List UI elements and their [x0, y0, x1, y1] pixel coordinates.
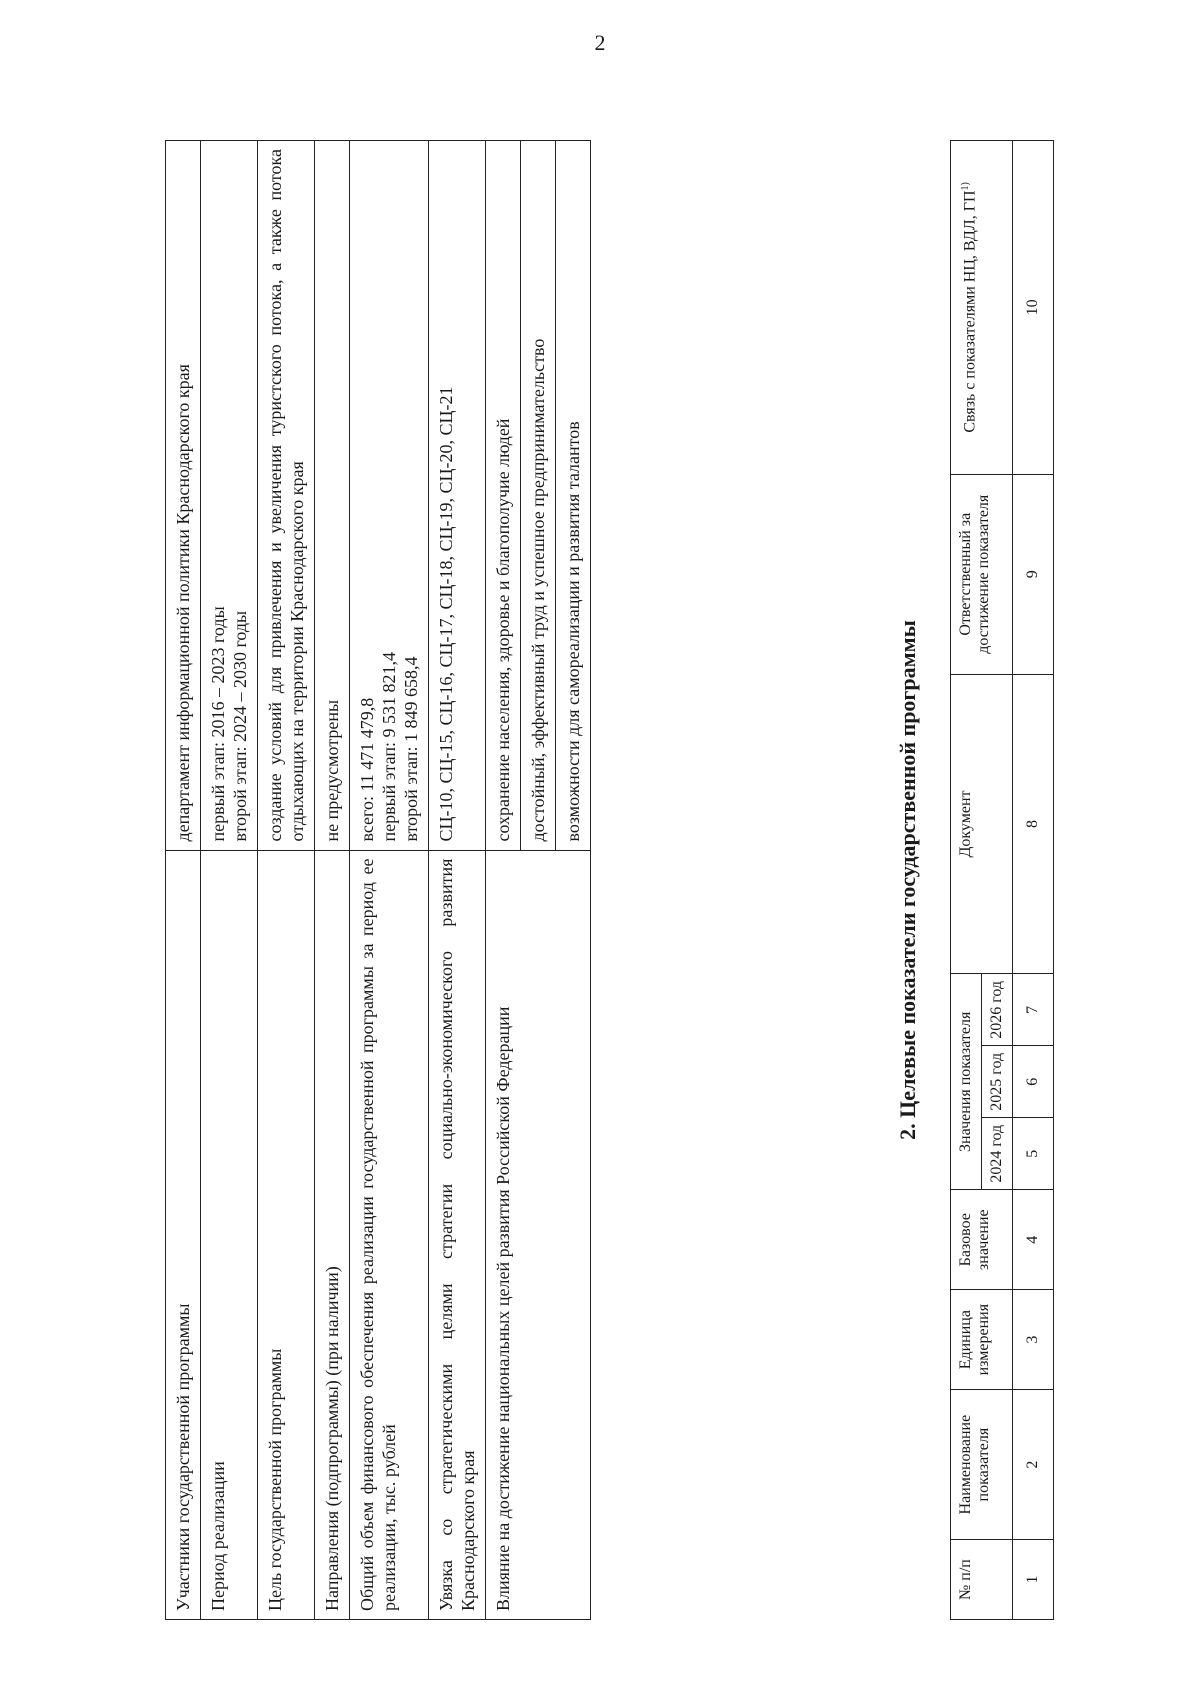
table-row [315, 141, 350, 1620]
header-document: Документ [951, 674, 1013, 974]
indicators-table [950, 140, 1054, 1620]
passport-label: Период реализации [201, 850, 258, 1619]
header-base: Базовое значение [951, 1190, 1013, 1290]
column-number: 9 [1013, 474, 1054, 674]
section-title: 2. Целевые показатели государственной программы [895, 620, 920, 1140]
header-values-group: Значения показателя [951, 974, 982, 1190]
passport-table [165, 140, 591, 1620]
header-row [951, 141, 982, 1620]
period-line: второй этап: 2024 – 2030 годы [230, 610, 250, 842]
finance-line: первый этап: 9 531 821,4 [379, 652, 399, 842]
column-number: 1 [1013, 1540, 1054, 1620]
period-line: первый этап: 2016 – 2023 годы [208, 606, 228, 842]
column-number: 3 [1013, 1290, 1054, 1390]
passport-label: Цель государственной программы [258, 850, 315, 1619]
column-number: 2 [1013, 1390, 1054, 1540]
finance-line: второй этап: 1 849 658,4 [401, 656, 421, 842]
passport-value [350, 141, 429, 851]
footnote-mark: 1) [960, 182, 971, 191]
header-year-2025: 2025 год [982, 1046, 1013, 1118]
influence-list [486, 141, 591, 851]
passport-value: не предусмотрены [315, 141, 350, 851]
finance-line: всего: 11 471 479,8 [357, 697, 377, 842]
passport-label: Направления (подпрограммы) (при наличии) [315, 850, 350, 1619]
column-number: 4 [1013, 1190, 1054, 1290]
passport-label: Влияние на достижение национальных целей развития Российской Федерации [486, 850, 591, 1619]
passport-label: Увязка со стратегическими целями стратегии социально-экономического развития Краснодарского края [429, 850, 486, 1619]
header-num: № п/п [951, 1540, 1013, 1620]
page-number: 2 [594, 30, 606, 55]
passport-label: Общий объем финансового обеспечения реализации государственной программы за период ее реализации, тыс. рублей [350, 850, 429, 1619]
rotated-content [165, 140, 1200, 1620]
column-number: 10 [1013, 141, 1054, 475]
passport-value: СЦ-10, СЦ-15, СЦ-16, СЦ-17, СЦ-18, СЦ-19, СЦ-20, СЦ-21 [429, 141, 486, 851]
header-link [951, 141, 1013, 475]
table-row [486, 141, 591, 1620]
column-number: 7 [1013, 974, 1054, 1046]
table-row [166, 141, 201, 1620]
column-number: 8 [1013, 674, 1054, 974]
header-year-2024: 2024 год [982, 1118, 1013, 1190]
list-item: возможности для самореализации и развития талантов [563, 421, 583, 842]
table-row [350, 141, 429, 1620]
passport-value: департамент информационной политики Краснодарского края [166, 141, 201, 851]
column-number: 5 [1013, 1118, 1054, 1190]
header-name: Наименование показателя [951, 1390, 1013, 1540]
passport-value: создание условий для привлечения и увеличения туристского потока, а также потока отдыхающих на территории Краснодарского края [258, 141, 315, 851]
header-responsible: Ответственный за достижение показателя [951, 474, 1013, 674]
list-item: сохранение населения, здоровье и благополучие людей [486, 141, 521, 850]
passport-label: Участники государственной программы [166, 850, 201, 1619]
header-link-text: Связь с показателями НЦ, ВДЛ, ГП [961, 190, 979, 433]
header-unit: Единица измерения [951, 1290, 1013, 1390]
table-row [258, 141, 315, 1620]
list-item: достойный, эффективный труд и успешное предпринимательство [521, 141, 556, 850]
table-row [429, 141, 486, 1620]
column-number: 6 [1013, 1046, 1054, 1118]
column-number-row [1013, 141, 1054, 1620]
passport-value [201, 141, 258, 851]
header-year-2026: 2026 год [982, 974, 1013, 1046]
table-row [201, 141, 258, 1620]
